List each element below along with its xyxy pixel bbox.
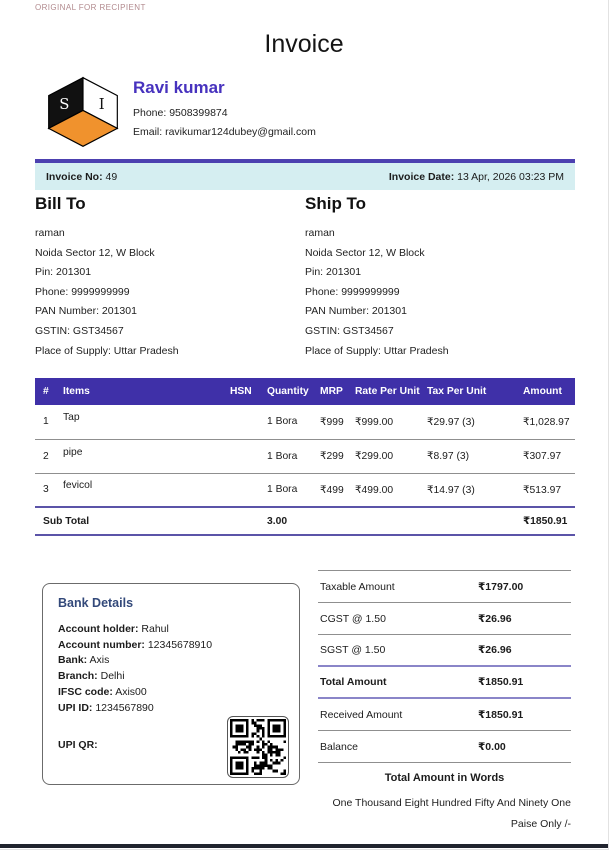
- bank-field: Bank: Axis: [58, 654, 110, 667]
- summary-row-total: Total Amount ₹1850.91: [318, 667, 571, 699]
- column-header: #: [35, 378, 63, 405]
- footer-bar: [0, 844, 609, 848]
- ship-to-section: [305, 194, 567, 364]
- bank-field: Branch: Delhi: [58, 670, 125, 683]
- amount-in-words-section: [318, 772, 571, 835]
- subtotal-quantity: 3.00: [267, 515, 288, 527]
- copy-type-label: ORIGINAL FOR RECIPIENT: [35, 3, 146, 12]
- items-table: [35, 378, 575, 536]
- items-table-header-row: [35, 378, 575, 405]
- upi-qr-code: [227, 716, 289, 778]
- item-name: Tap: [63, 412, 80, 424]
- business-phone: Phone: 9508399874: [133, 107, 228, 119]
- ship-to-line: Place of Supply: Uttar Pradesh: [305, 344, 449, 357]
- column-header: Rate Per Unit: [355, 378, 427, 405]
- upi-qr-label: UPI QR:: [58, 739, 98, 751]
- summary-row: Taxable Amount ₹1797.00: [318, 571, 571, 603]
- ship-to-line: Pin: 201301: [305, 266, 362, 279]
- table-row: 1 Tap 1 Bora ₹999 ₹999.00 ₹29.97 (3) ₹1,028.97: [35, 405, 575, 439]
- column-header: Tax Per Unit: [427, 378, 523, 405]
- business-email: Email: ravikumar124dubey@gmail.com: [133, 126, 316, 138]
- ship-to-line: Noida Sector 12, W Block: [305, 246, 425, 259]
- summary-row: Balance ₹0.00: [318, 731, 571, 763]
- bank-field: Account holder: Rahul: [58, 623, 169, 635]
- bill-to-line: Place of Supply: Uttar Pradesh: [35, 344, 179, 357]
- bank-details-heading: Bank Details: [58, 596, 134, 610]
- summary-row: SGST @ 1.50 ₹26.96: [318, 635, 571, 667]
- invoice-date: Invoice Date: 13 Apr, 2026 03:23 PM: [388, 170, 564, 183]
- bank-field: IFSC code: Axis00: [58, 685, 147, 698]
- business-name: Ravi kumar: [133, 78, 225, 97]
- bill-to-line: Noida Sector 12, W Block: [35, 246, 155, 259]
- cube-logo-icon: [44, 76, 122, 148]
- column-header: Amount: [523, 378, 575, 405]
- bill-to-line: raman: [35, 227, 65, 239]
- table-row: 3 fevicol 1 Bora ₹499 ₹499.00 ₹14.97 (3) ₹513.97: [35, 473, 575, 507]
- table-row: 2 pipe 1 Bora ₹299 ₹299.00 ₹8.97 (3) ₹307.97: [35, 439, 575, 473]
- summary-table: [318, 570, 571, 763]
- column-header: HSN: [230, 378, 267, 405]
- column-header: Quantity: [267, 378, 320, 405]
- bill-to-line: Pin: 201301: [35, 266, 92, 279]
- business-info: [133, 78, 316, 145]
- ship-to-line: PAN Number: 201301: [305, 305, 407, 318]
- bill-to-heading: Bill To: [35, 194, 86, 213]
- ship-to-heading: Ship To: [305, 194, 367, 213]
- amount-in-words-heading: Total Amount in Words: [384, 772, 505, 784]
- bill-to-line: Phone: 9999999999: [35, 285, 130, 298]
- qr-pattern-icon: [230, 719, 286, 775]
- column-header: Items: [63, 378, 230, 405]
- amount-in-words-text: One Thousand Eight Hundred Fifty And Ninety One Paise Only /-: [332, 797, 571, 830]
- logo-letter-right: I: [98, 95, 105, 113]
- ship-to-line: Phone: 9999999999: [305, 285, 400, 298]
- summary-row: Received Amount ₹1850.91: [318, 699, 571, 731]
- item-name: pipe: [63, 446, 83, 458]
- column-header: MRP: [320, 378, 355, 405]
- subtotal-label: Sub Total: [43, 515, 90, 527]
- bill-to-line: PAN Number: 201301: [35, 305, 137, 318]
- bill-to-line: GSTIN: GST34567: [35, 324, 124, 337]
- bank-details-box: [42, 583, 300, 785]
- ship-to-line: raman: [305, 227, 335, 239]
- subtotal-amount: ₹1850.91: [523, 516, 568, 527]
- item-name: fevicol: [63, 480, 93, 492]
- bill-to-section: [35, 194, 297, 364]
- company-logo: [44, 76, 122, 153]
- logo-letter-left: S: [59, 95, 70, 113]
- bank-field: UPI ID: 1234567890: [58, 701, 154, 714]
- ship-to-line: GSTIN: GST34567: [305, 324, 394, 337]
- summary-row: CGST @ 1.50 ₹26.96: [318, 603, 571, 635]
- subtotal-row: [35, 507, 575, 535]
- bank-field: Account number: 12345678910: [58, 638, 213, 651]
- invoice-meta-bar: [35, 159, 575, 190]
- page-title: Invoice: [264, 30, 344, 58]
- invoice-number: Invoice No: 49: [46, 170, 118, 183]
